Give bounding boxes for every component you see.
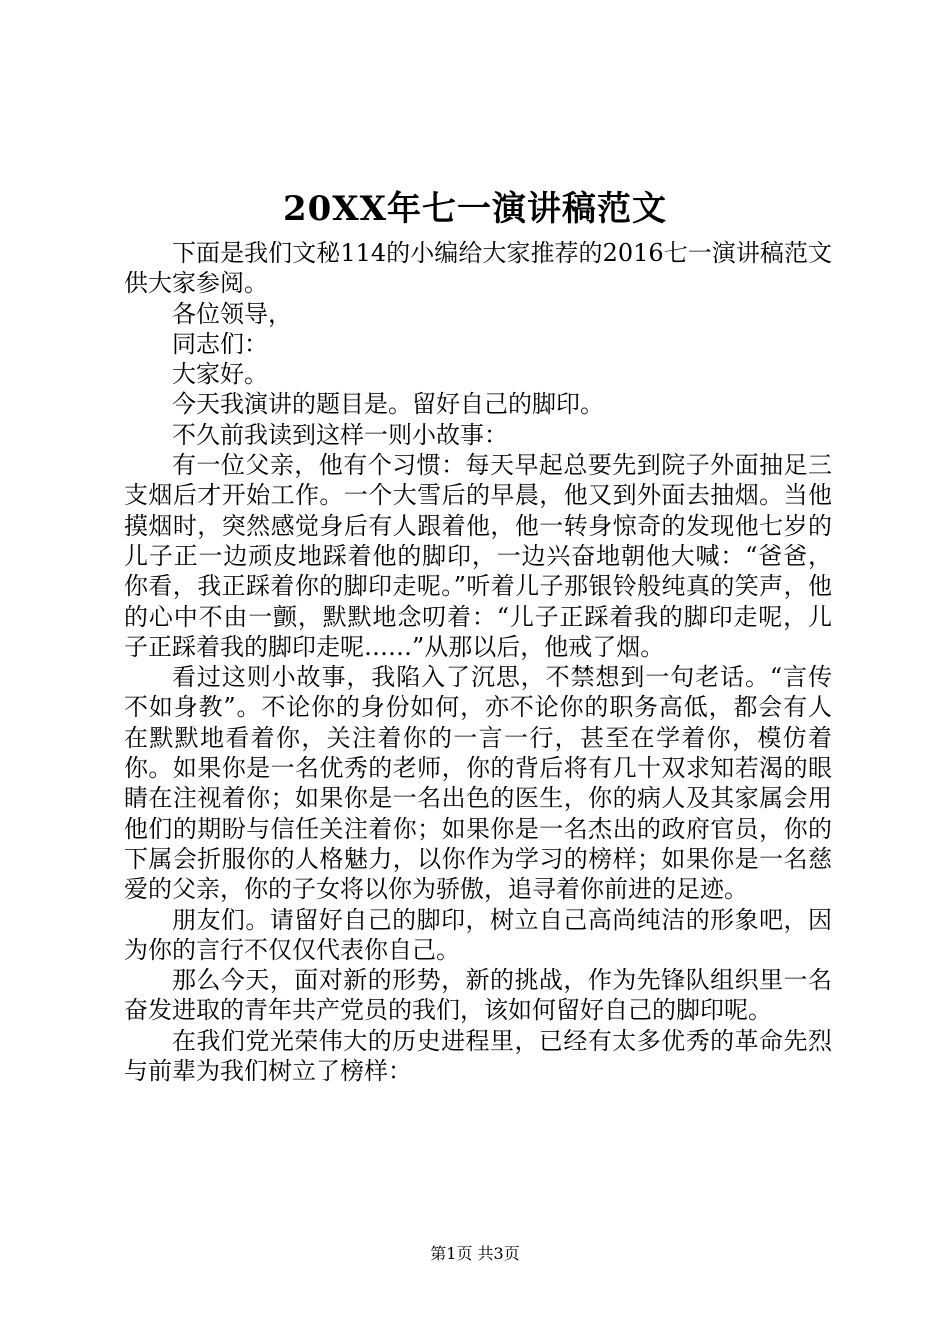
paragraph-story-intro: 不久前我读到这样一则小故事： — [172, 420, 508, 449]
paragraph-appeal: 朋友们。请留好自己的脚印，树立自己高尚纯洁的形象吧，因为你的言行不仅仅代表你自己。 — [124, 905, 832, 964]
paragraph-history: 在我们党光荣伟大的历史进程里，已经有太多优秀的革命先烈与前辈为我们树立了榜样： — [124, 1026, 832, 1086]
document-body — [124, 238, 832, 1086]
paragraph-salutation-leaders: 各位领导， — [172, 299, 292, 328]
page-footer: 第1页 共3页 — [430, 1244, 520, 1263]
paragraph-salutation-comrades: 同志们： — [172, 329, 268, 358]
paragraph-intro: 下面是我们文秘114的小编给大家推荐的2016七一演讲稿范文供大家参阅。 — [124, 239, 832, 298]
paragraph-question: 那么今天，面对新的形势，新的挑战，作为先锋队组织里一名奋发进取的青年共产党员的我们，该如何留好自己的脚印呢。 — [124, 966, 832, 1025]
paragraph-reflection: 看过这则小故事，我陷入了沉思，不禁想到一句老话。“言传不如身教”。不论你的身份如何，亦不论你的职务高低，都会有人在默默地看着你，关注着你的一言一行，甚至在学着你，模仿着你。如果你是一名优秀的老师，你的背后将有几十双求知若渴的眼睛在注视着你；如果你是一名出色的医生，你的病人及其家属会用他们的期盼与信任关注着你；如果你是一名杰出的政府官员，你的下属会折服你的人格魅力，以你作为学习的榜样；如果你是一名慈爱的父亲，你的子女将以你为骄傲，追寻着你前进的足迹。 — [124, 663, 832, 904]
paragraph-topic: 今天我演讲的题目是。留好自己的脚印。 — [172, 390, 604, 419]
paragraph-story: 有一位父亲，他有个习惯：每天早起总要先到院子外面抽足三支烟后才开始工作。一个大雪后的早晨，他又到外面去抽烟。当他摸烟时，突然感觉身后有人跟着他，他一转身惊奇的发现他七岁的儿子正一边顽皮地踩着他的脚印，一边兴奋地朝他大喊：“爸爸，你看，我正踩着你的脚印走呢。”听着儿子那银铃般纯真的笑声，他的心中不由一颤，默默地念叨着：“儿子正踩着我的脚印走呢，儿子正踩着我的脚印走呢……”从那以后，他戒了烟。 — [124, 451, 832, 661]
paragraph-greeting: 大家好。 — [172, 360, 268, 389]
document-title: 20XX年七一演讲稿范文 — [282, 189, 668, 229]
